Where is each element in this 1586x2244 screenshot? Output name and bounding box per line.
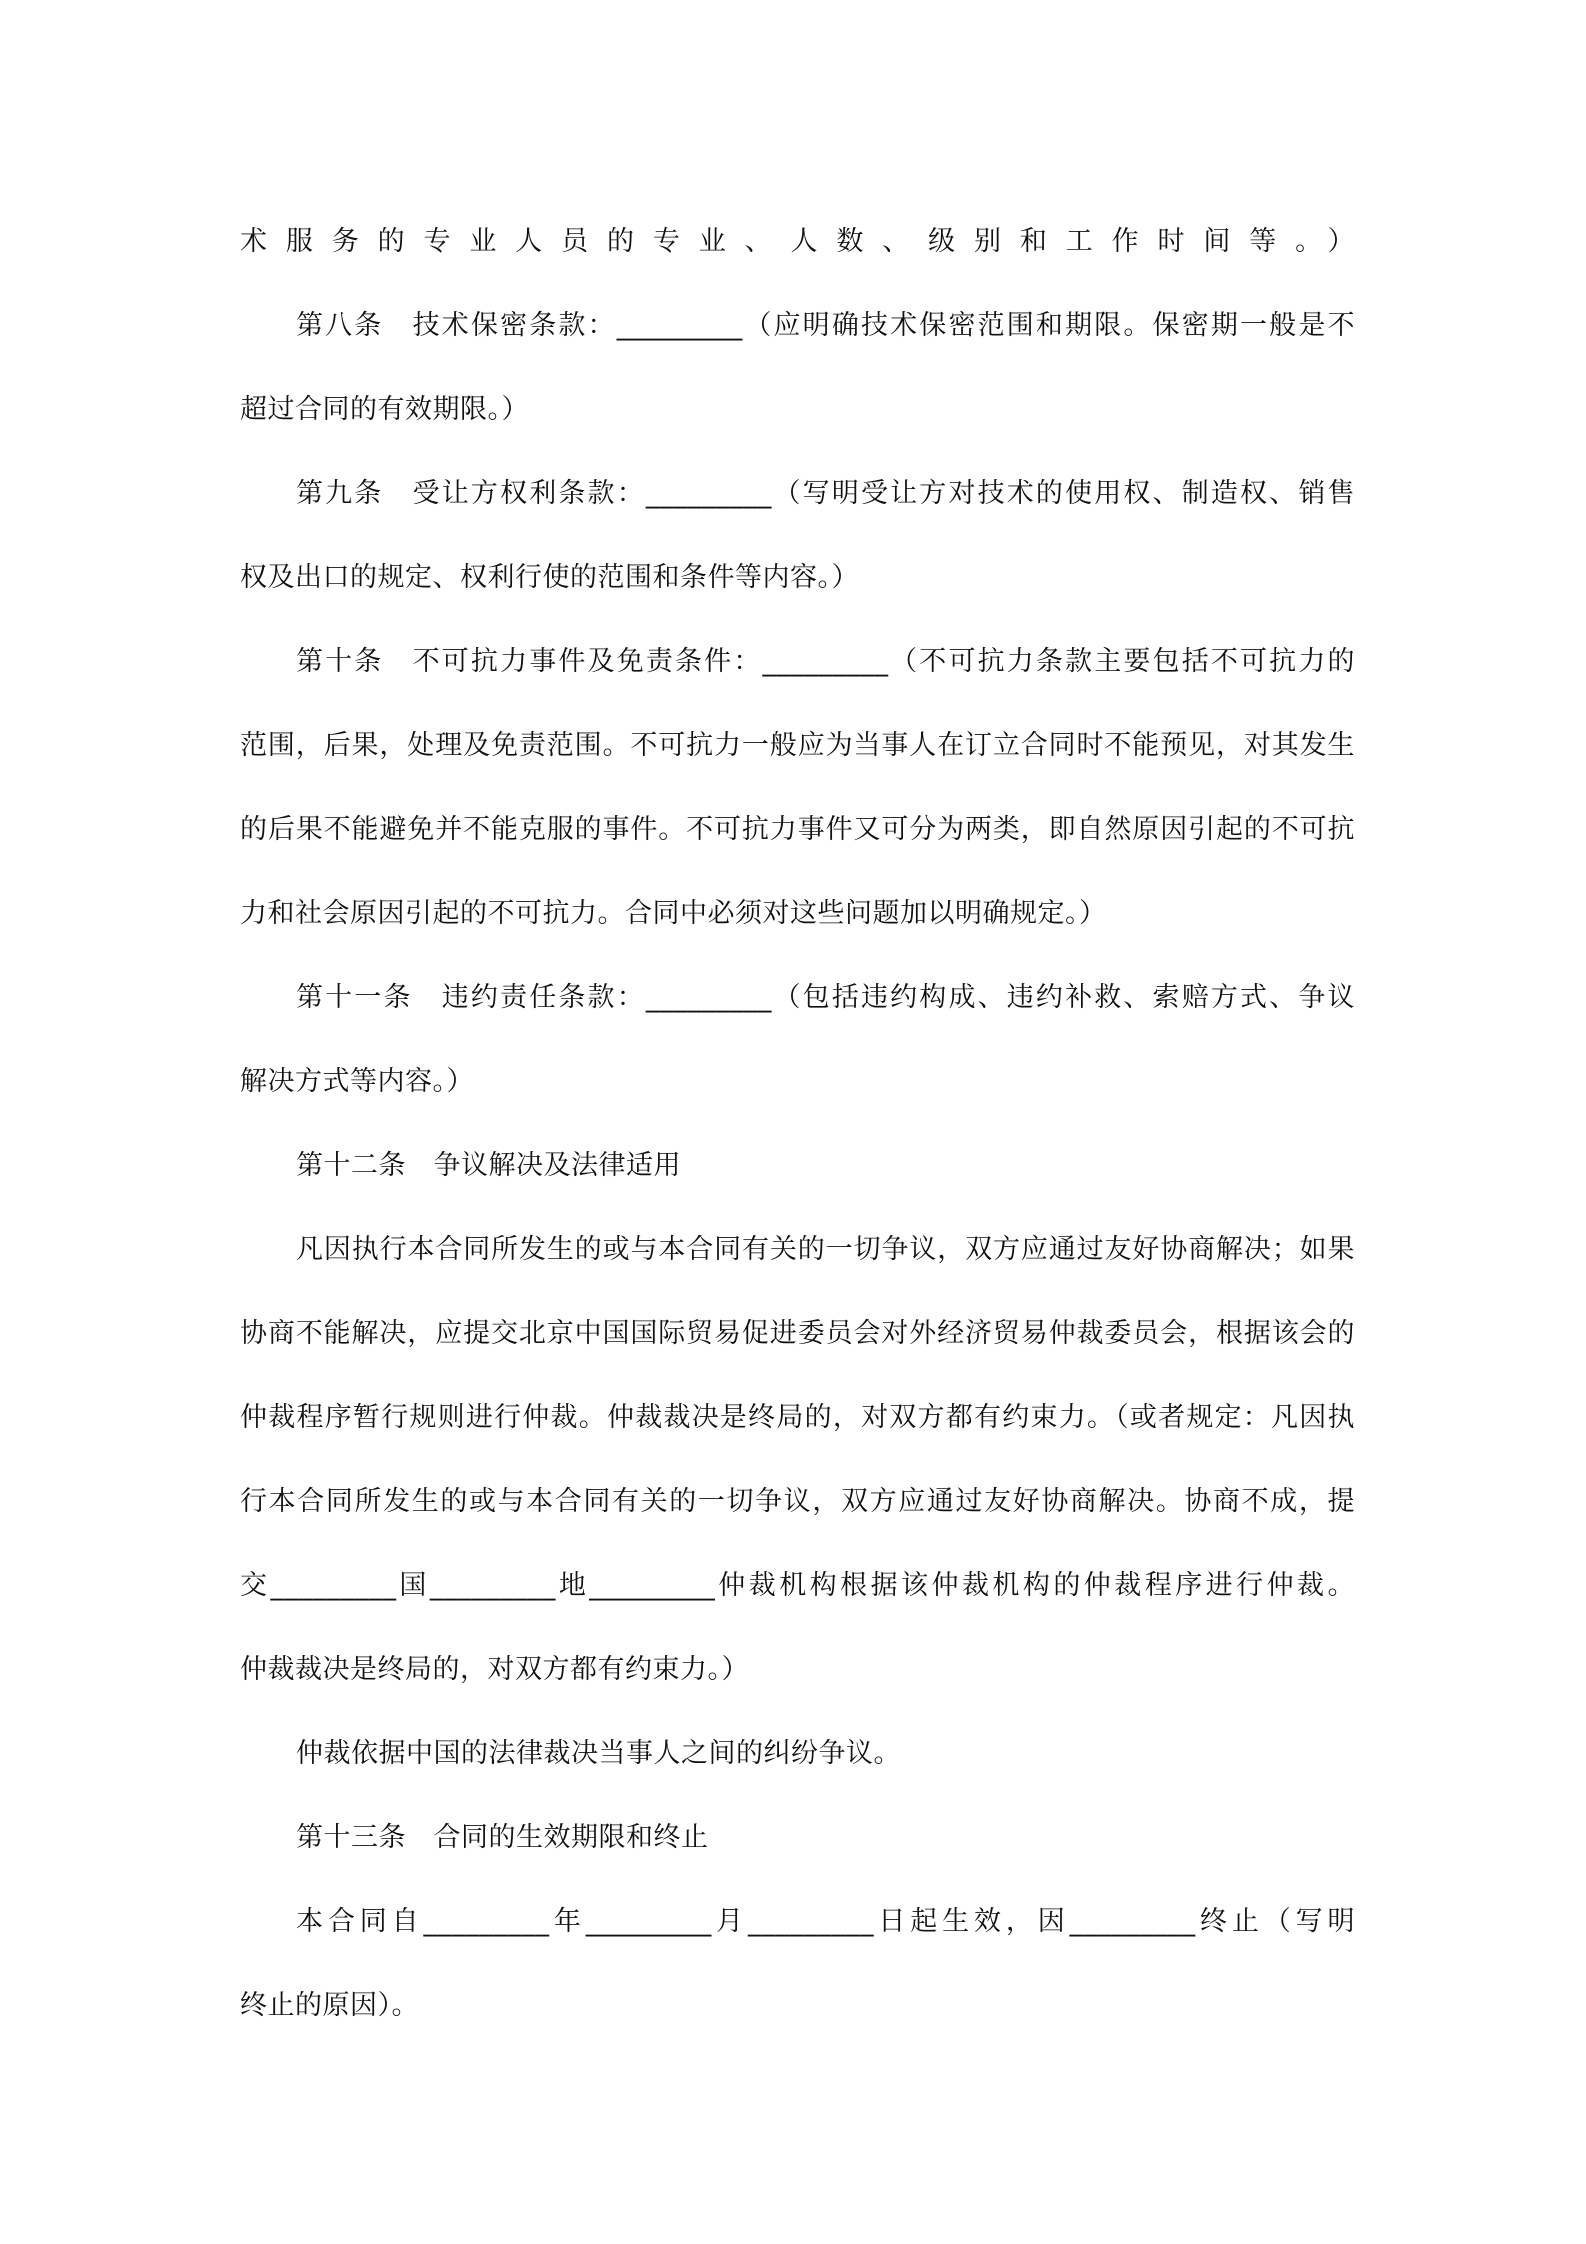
article-8-heading: 第八条 技术保密条款：_________（应明确技术保密范围和期限。保密期一般是不 [296, 310, 1355, 341]
article-10-heading: 第十条 不可抗力事件及免责条件：_________（不可抗力条款主要包括不可抗力的 [296, 646, 1355, 677]
paragraph-line: 的后果不能避免并不能克服的事件。不可抗力事件又可分为两类，即自然原因引起的不可抗 [240, 814, 1355, 845]
paragraph-line: 解决方式等内容。） [240, 1066, 474, 1097]
paragraph-line: 力和社会原因引起的不可抗力。合同中必须对这些问题加以明确规定。） [240, 898, 1107, 929]
paragraph-line: 本合同自_________年_________月_________日起生效，因_________终止（写明 [296, 1906, 1355, 1937]
paragraph-line: 行本合同所发生的或与本合同有关的一切争议，双方应通过友好协商解决。协商不成，提 [240, 1486, 1355, 1517]
paragraph-line: 仲裁程序暂行规则进行仲裁。仲裁裁决是终局的，对双方都有约束力。（或者规定：凡因执 [240, 1402, 1355, 1433]
paragraph-line: 术服务的专业人员的专业、人数、级别和工作时间等。） [240, 226, 1355, 257]
article-9-heading: 第九条 受让方权利条款：_________（写明受让方对技术的使用权、制造权、销售 [296, 478, 1355, 509]
paragraph-line: 交_________国_________地_________仲裁机构根据该仲裁机构的仲裁程序进行仲裁。 [240, 1570, 1355, 1601]
paragraph-line: 仲裁裁决是终局的，对双方都有约束力。） [240, 1654, 749, 1685]
article-12-heading: 第十二条 争议解决及法律适用 [296, 1150, 681, 1181]
paragraph-line: 仲裁依据中国的法律裁决当事人之间的纠纷争议。 [296, 1738, 901, 1769]
paragraph-line: 权及出口的规定、权利行使的范围和条件等内容。） [240, 562, 859, 593]
article-11-heading: 第十一条 违约责任条款：_________（包括违约构成、违约补救、索赔方式、争议 [296, 982, 1355, 1013]
paragraph-line: 凡因执行本合同所发生的或与本合同有关的一切争议，双方应通过友好协商解决；如果 [296, 1234, 1355, 1265]
paragraph-line: 范围，后果，处理及免责范围。不可抗力一般应为当事人在订立合同时不能预见，对其发生 [240, 730, 1355, 761]
document-body [240, 200, 1355, 2048]
paragraph-line: 终止的原因）。 [240, 1990, 419, 2021]
paragraph-line: 超过合同的有效期限。） [240, 394, 529, 425]
paragraph-line: 协商不能解决，应提交北京中国国际贸易促进委员会对外经济贸易仲裁委员会，根据该会的 [240, 1318, 1355, 1349]
article-13-heading: 第十三条 合同的生效期限和终止 [296, 1822, 709, 1853]
